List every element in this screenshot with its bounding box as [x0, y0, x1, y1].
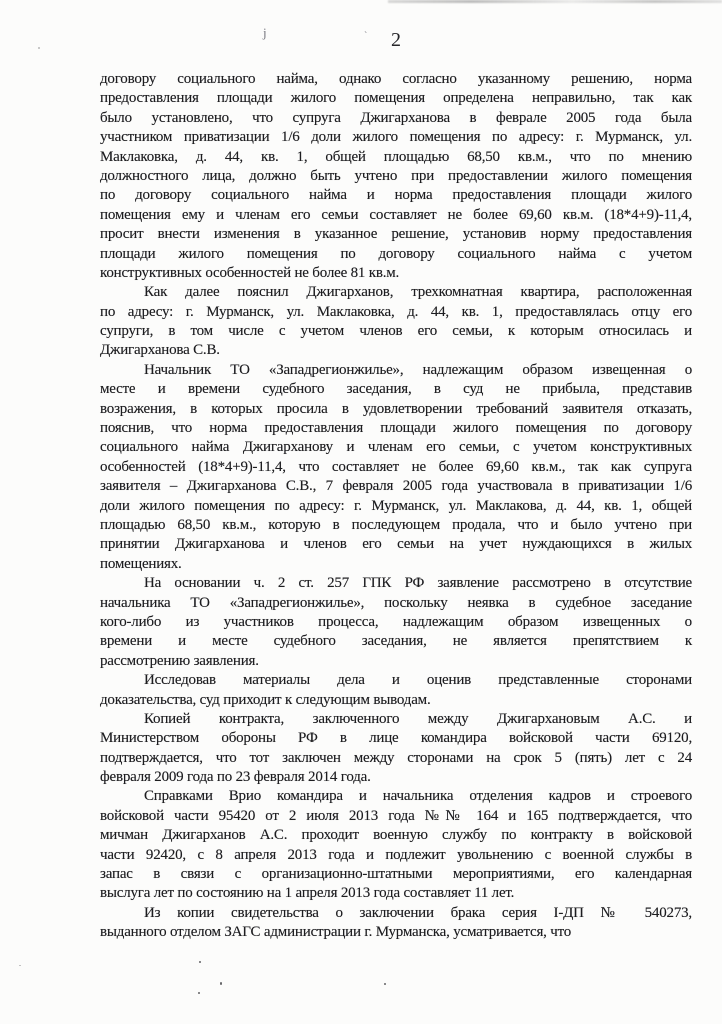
- scan-speck: [198, 992, 200, 994]
- text-line: пояснив, что норма предоставления площади жилого помещения по договору: [100, 420, 692, 437]
- text-line: рассмотрению заявления.: [100, 652, 259, 669]
- text-line: войсковой части 95420 от 2 июля 2013 года №№ 164 и 165 подтверждается, что: [100, 807, 692, 824]
- scan-speck: [220, 982, 222, 985]
- paragraph: [100, 710, 692, 788]
- text-line: Джигарханова С.В.: [100, 342, 220, 359]
- text-line: социального найма Джигарханову и членам его семьи, с учетом конструктивных: [100, 439, 692, 456]
- text-line: доли жилого помещения по адресу: г. Мурманск, ул. Маклакова, д. 44, кв. 1, общей: [100, 497, 692, 514]
- scan-speck: [38, 47, 40, 49]
- document-text: [100, 70, 692, 943]
- text-line: принятии Джигарханова и членов его семьи на учет нуждающихся в жилых: [100, 536, 692, 553]
- text-line: было установлено, что супруга Джигарханова в феврале 2005 года была: [100, 109, 692, 126]
- text-line: части 92420, с 8 апреля 2013 года и подлежит увольнению с военной службы в: [100, 846, 692, 863]
- text-line: предоставления площади жилого помещения определена неправильно, так как: [100, 90, 692, 107]
- text-line: договору социального найма, однако согласно указанному решению, норма: [100, 71, 692, 87]
- text-line: времени и месте судебного заседания, не является препятствием к: [100, 633, 692, 650]
- paragraph: [100, 574, 692, 671]
- text-line: Исследовав материалы дела и оценив представленные сторонами: [144, 672, 692, 689]
- text-line: выданного отделом ЗАГС администрации г. Мурманска, усматривается, что: [100, 924, 572, 941]
- text-line: Копией контракта, заключенного между Джигархановым А.С. и: [144, 710, 692, 727]
- scan-artifact-stray-glyph: j: [263, 25, 267, 40]
- text-line: особенностей (18*4+9)-11,4, что составляет не более 69,60 кв.м., так как супруга: [100, 458, 692, 475]
- text-line: по адресу: г. Мурманск, ул. Маклаковка, д. 44, кв. 1, предоставлялась отцу его: [100, 303, 692, 320]
- text-line: должностного лица, должно быть учтено при предоставлении жилого помещения: [100, 167, 692, 184]
- text-line: конструктивных особенностей не более 81 кв.м.: [100, 264, 400, 281]
- text-line: кого-либо из участников процесса, надлежащим образом извещенных о: [100, 613, 692, 630]
- paragraph: [100, 283, 692, 361]
- paragraph: [100, 904, 692, 943]
- text-line: площадью 68,50 кв.м., которую в последующем продала, что и было учтено при: [100, 516, 692, 533]
- text-line: Министерством обороны РФ в лице командира войсковой части 69120,: [100, 730, 692, 747]
- text-line: Из копии свидетельства о заключении брака серия I-ДП № 540273,: [144, 904, 692, 921]
- text-line: На основании ч. 2 ст. 257 ГПК РФ заявление рассмотрено в отсутствие: [144, 575, 692, 592]
- text-line: доказательства, суд приходит к следующим выводам.: [100, 691, 431, 708]
- text-line: Начальник ТО «Западрегионжилье», надлежащим образом извещенная о: [144, 361, 692, 378]
- text-line: супруги, в том числе с учетом членов его семьи, к которым относилась и: [100, 323, 692, 340]
- text-line: месте и времени судебного заседания, в суд не прибыла, представив: [100, 381, 692, 398]
- scan-artifact-top-edge: [388, 0, 722, 3]
- text-line: заявителя – Джигарханова С.В., 7 февраля 2005 года участвовала в приватизации 1/6: [100, 478, 692, 495]
- text-line: подтверждается, что тот заключен между сторонами на срок 5 (пять) лет с 24: [100, 749, 692, 766]
- paragraph: [100, 787, 692, 903]
- scan-speck: [19, 965, 21, 966]
- paragraph: [100, 70, 692, 283]
- text-line: площади жилого помещения по договору социального найма с учетом: [100, 245, 692, 262]
- text-line: мичман Джигарханов А.С. проходит военную службу по контракту в войсковой: [100, 827, 692, 844]
- text-line: Справками Врио командира и начальника отделения кадров и строевого: [144, 788, 692, 805]
- scan-speck: [384, 983, 386, 985]
- text-line: помещениях.: [100, 555, 182, 572]
- text-line: участником приватизации 1/6 доли жилого помещения по адресу: г. Мурманск, ул.: [100, 129, 692, 146]
- text-line: просит внести изменения в указанное решение, установив норму предоставления: [100, 226, 692, 243]
- text-line: помещения ему и членам его семьи составляет не более 69,60 кв.м. (18*4+9)-11,4,: [100, 206, 692, 223]
- text-line: февраля 2009 года по 23 февраля 2014 года.: [100, 769, 371, 786]
- text-line: запас в связи с организационно-штатными мероприятиями, его календарная: [100, 866, 692, 883]
- text-line: Маклаковка, д. 44, кв. 1, общей площадью 68,50 кв.м., что по мнению: [100, 148, 692, 165]
- page-number: 2: [391, 29, 401, 51]
- text-line: Как далее пояснил Джигарханов, трехкомнатная квартира, расположенная: [144, 284, 692, 301]
- text-line: выслуга лет по состоянию на 1 апреля 2013 года составляет 11 лет.: [100, 885, 515, 902]
- text-line: по договору социального найма и норма предоставления площади жилого: [100, 187, 692, 204]
- scan-speck: [199, 961, 201, 963]
- text-line: начальника ТО «Западрегионжилье», поскольку неявка в судебное заседание: [100, 594, 692, 611]
- text-line: возражения, в которых просила в удовлетворении требований заявителя отказать,: [100, 400, 692, 417]
- scan-artifact-tick: `: [364, 31, 368, 42]
- paragraph: [100, 361, 692, 574]
- paragraph: [100, 671, 692, 710]
